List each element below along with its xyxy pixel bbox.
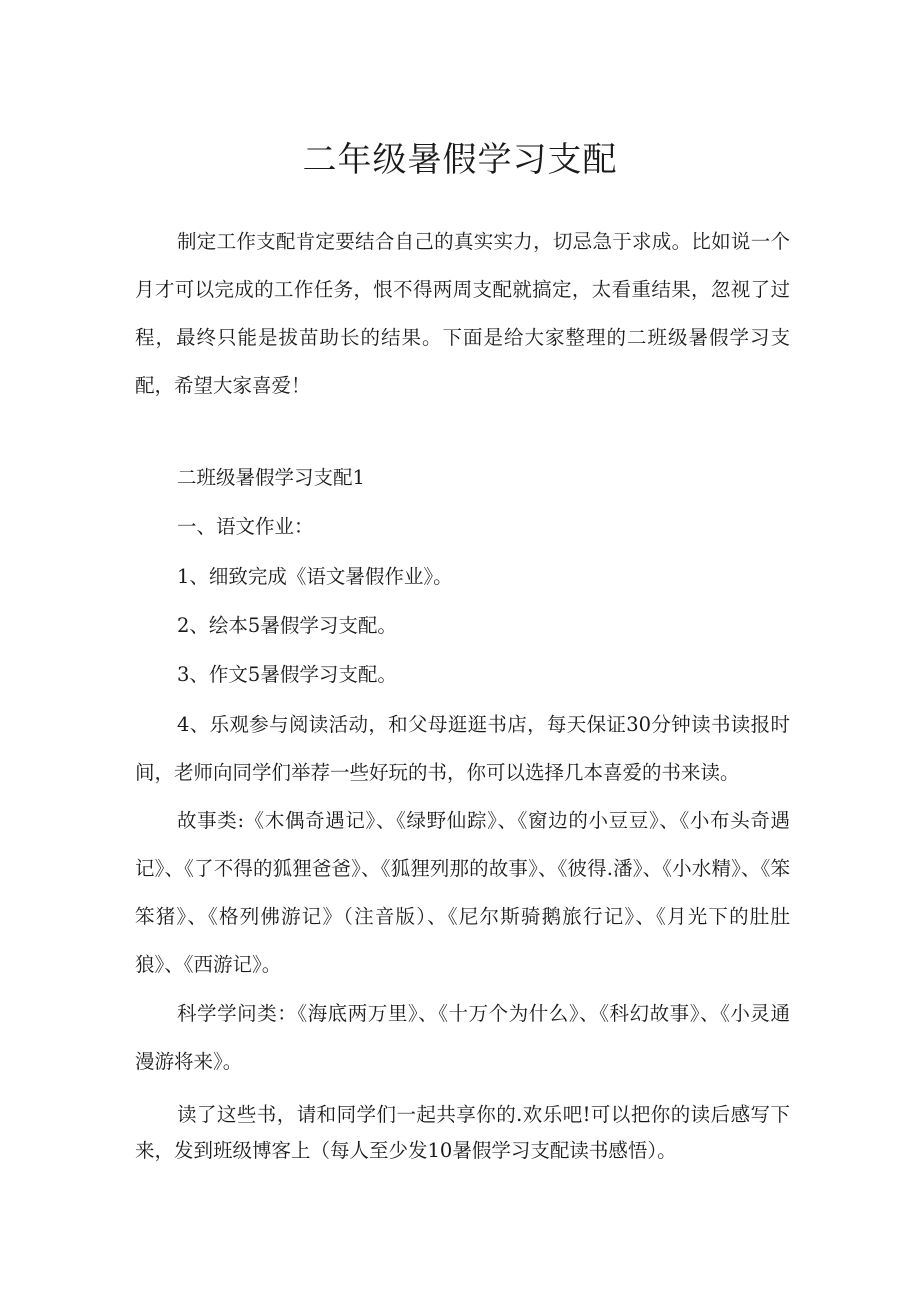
section-heading: 二班级暑假学习支配1 [177, 466, 365, 489]
story-books-paragraph: 故事类:《木偶奇遇记》、《绿野仙踪》、《窗边的小豆豆》、《小布头奇遇记》、《了不得的狐狸爸爸》、《狐狸列那的故事》、《彼得.潘》、《小水精》、《笨笨猪》、《格列佛游记》（注音版）、《尼尔斯骑鹅旅行记》、《月光下的肚肚狼》、《西游记》。 [135, 809, 790, 976]
document-title: 二年级暑假学习支配 [302, 140, 618, 180]
list-item: 3、作文5暑假学习支配。 [177, 663, 397, 686]
science-books-paragraph: 科学学问类：《海底两万里》、《十万个为什么》、《科幻故事》、《小灵通漫游将来》。 [135, 1002, 790, 1073]
intro-paragraph: 制定工作支配肯定要结合自己的真实实力，切忌急于求成。比如说一个月才可以完成的工作任务，恨不得两周支配就搞定，太看重结果，忽视了过程，最终只能是拔苗助长的结果。下面是给大家整理的二班级暑假学习支配，希望大家喜爱！ [135, 230, 790, 397]
list-item: 2、绘本5暑假学习支配。 [177, 614, 397, 637]
closing-paragraph: 读了这些书，请和同学们一起共享你的.欢乐吧!可以把你的读后感写下来，发到班级博客上（每人至少发10暑假学习支配读书感悟）。 [135, 1103, 790, 1162]
subheading-chinese-homework: 一、语文作业： [177, 515, 314, 538]
list-item: 1、细致完成《语文暑假作业》。 [177, 565, 453, 588]
reading-activity-paragraph: 4、乐观参与阅读活动，和父母逛逛书店，每天保证30分钟读书读报时间，老师向同学们举荐一些好玩的书，你可以选择几本喜爱的书来读。 [135, 713, 790, 784]
